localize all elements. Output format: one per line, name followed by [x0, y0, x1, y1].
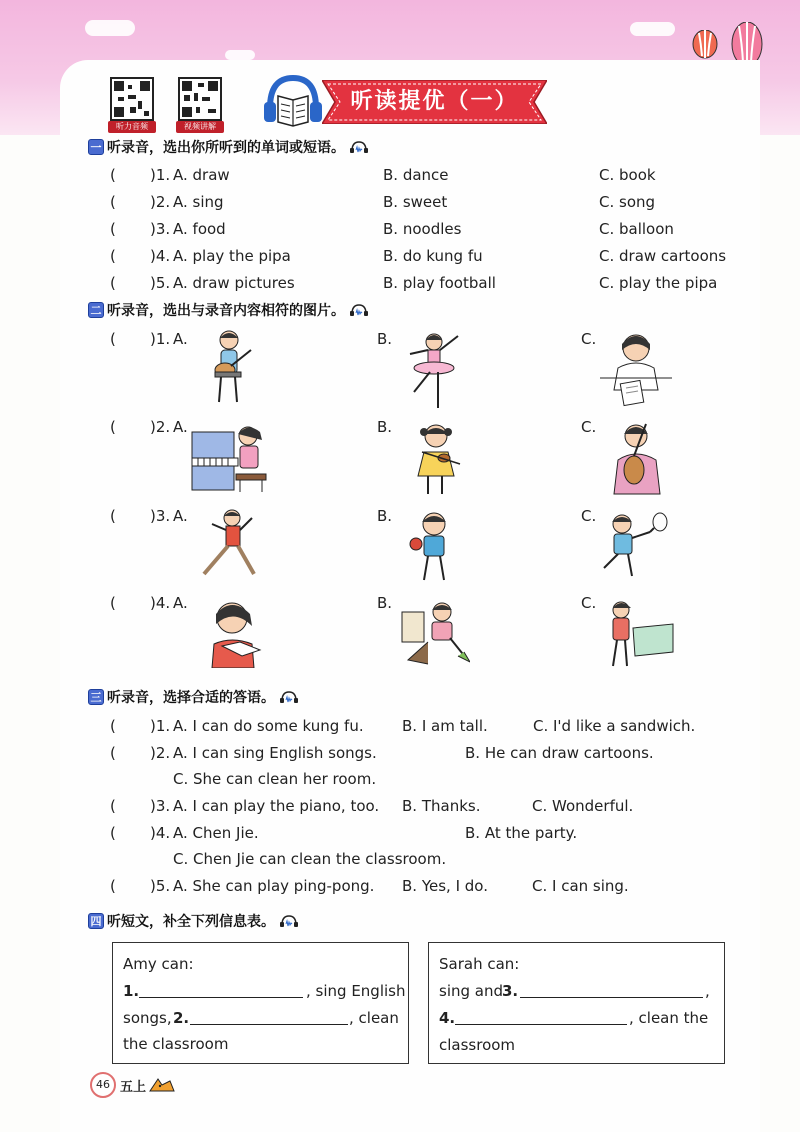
answer-paren[interactable]: ( — [110, 594, 116, 612]
section-3-title — [88, 687, 299, 707]
picture-kung-fu-boy[interactable] — [196, 508, 260, 578]
fox-mascot-icon — [148, 1075, 176, 1095]
picture-girl-sweeping[interactable] — [398, 598, 470, 668]
section-1-title — [88, 137, 369, 157]
item-number: )3. — [150, 507, 171, 525]
blank-number: 2. — [173, 1009, 190, 1027]
section-number: 四 — [88, 913, 104, 929]
item-number: )2. — [150, 744, 171, 762]
item-number: )4. — [150, 824, 171, 842]
option-b[interactable]: B. do kung fu — [383, 247, 483, 265]
headphone-icon[interactable] — [279, 914, 299, 928]
sarah-line1-head: sing and — [439, 982, 503, 1000]
option-a[interactable]: A. Chen Jie. — [173, 824, 259, 842]
option-a[interactable]: A. play the pipa — [173, 247, 291, 265]
amy-line2-tail: , clean — [349, 1009, 399, 1027]
option-c[interactable]: C. book — [599, 166, 656, 184]
answer-paren[interactable]: ( — [110, 877, 116, 895]
section-instruction: 听录音，选出与录音内容相符的图片。 — [107, 303, 345, 319]
option-a[interactable]: A. She can play ping-pong. — [173, 877, 375, 895]
option-c[interactable]: C. draw cartoons — [599, 247, 727, 265]
option-b-label[interactable]: B. — [377, 507, 393, 525]
item-number: )5. — [150, 274, 171, 292]
sarah-line3: classroom — [439, 1036, 516, 1054]
item-number: )2. — [150, 193, 171, 211]
answer-paren[interactable]: ( — [110, 418, 116, 436]
blank-number: 4. — [439, 1009, 456, 1027]
option-a[interactable]: A. I can do some kung fu. — [173, 717, 364, 735]
option-b[interactable]: B. dance — [383, 166, 449, 184]
info-box-amy — [112, 942, 409, 1064]
option-b[interactable]: B. At the party. — [465, 824, 578, 842]
answer-paren[interactable]: ( — [110, 824, 116, 842]
option-a[interactable]: A. sing — [173, 193, 224, 211]
page-footer — [90, 1072, 176, 1098]
picture-pipa-woman[interactable] — [608, 420, 666, 496]
grade-label: 五上 — [120, 1079, 147, 1095]
option-c[interactable]: C. play the pipa — [599, 274, 718, 292]
option-b-label[interactable]: B. — [377, 418, 393, 436]
option-c-label[interactable]: C. — [581, 507, 597, 525]
option-a[interactable]: A. draw pictures — [173, 274, 295, 292]
option-a[interactable]: A. food — [173, 220, 226, 238]
section-number: 三 — [88, 689, 104, 705]
option-b[interactable]: B. He can draw cartoons. — [465, 744, 654, 762]
answer-paren[interactable]: ( — [110, 166, 116, 184]
option-b[interactable]: B. play football — [383, 274, 496, 292]
section-number: 二 — [88, 302, 104, 318]
sarah-heading: Sarah can: — [439, 955, 520, 973]
option-b[interactable]: B. I am tall. — [402, 717, 488, 735]
section-instruction: 听录音，选出你所听到的单词或短语。 — [107, 140, 345, 156]
item-number: )4. — [150, 247, 171, 265]
sarah-line1-tail: , — [705, 982, 710, 1000]
section-4-title — [88, 911, 299, 931]
answer-paren[interactable]: ( — [110, 507, 116, 525]
qr-code-video[interactable] — [178, 77, 222, 121]
answer-paren[interactable]: ( — [110, 220, 116, 238]
picture-guitar-girl[interactable] — [205, 328, 255, 406]
option-c-label[interactable]: C. — [581, 594, 597, 612]
qr-code-audio[interactable] — [110, 77, 154, 121]
option-b[interactable]: B. Yes, I do. — [402, 877, 488, 895]
headphone-icon[interactable] — [349, 303, 369, 317]
picture-violin-girl[interactable] — [408, 422, 466, 496]
item-number: )1. — [150, 166, 171, 184]
answer-paren[interactable]: ( — [110, 193, 116, 211]
option-c[interactable]: C. balloon — [599, 220, 674, 238]
option-a-label[interactable]: A. — [173, 507, 188, 525]
section-2-title — [88, 300, 369, 320]
answer-paren[interactable]: ( — [110, 274, 116, 292]
blank-number: 3. — [502, 982, 519, 1000]
option-c[interactable]: C. I'd like a sandwich. — [533, 717, 696, 735]
answer-paren[interactable]: ( — [110, 330, 116, 348]
headphone-icon[interactable] — [349, 140, 369, 154]
qr-caption-audio: 听力音频 — [108, 121, 156, 133]
item-number: )3. — [150, 220, 171, 238]
item-number: )1. — [150, 330, 171, 348]
option-c[interactable]: C. She can clean her room. — [173, 770, 377, 788]
option-b[interactable]: B. Thanks. — [402, 797, 481, 815]
option-c[interactable]: C. Chen Jie can clean the classroom. — [173, 850, 447, 868]
option-a[interactable]: A. draw — [173, 166, 230, 184]
blank-2-input[interactable] — [190, 1010, 348, 1025]
amy-line3: the classroom — [123, 1035, 229, 1053]
option-b-label[interactable]: B. — [377, 594, 393, 612]
option-c-label[interactable]: C. — [581, 418, 597, 436]
blank-1-input[interactable] — [139, 983, 303, 998]
item-number: )3. — [150, 797, 171, 815]
answer-paren[interactable]: ( — [110, 744, 116, 762]
item-number: )4. — [150, 594, 171, 612]
item-number: )1. — [150, 717, 171, 735]
cloud-decoration — [630, 22, 675, 36]
picture-badminton-boy[interactable] — [598, 510, 670, 580]
option-a[interactable]: A. I can sing English songs. — [173, 744, 377, 762]
option-a-label[interactable]: A. — [173, 330, 188, 348]
info-box-sarah — [428, 942, 725, 1064]
page-title: 听读提优（一） — [350, 89, 519, 114]
answer-paren[interactable]: ( — [110, 717, 116, 735]
option-b[interactable]: B. sweet — [383, 193, 448, 211]
option-c[interactable]: C. Wonderful. — [532, 797, 634, 815]
amy-heading: Amy can: — [123, 955, 194, 973]
section-instruction: 听短文，补全下列信息表。 — [107, 914, 275, 930]
amy-line2-head: songs, — [123, 1009, 172, 1027]
item-number: )5. — [150, 877, 171, 895]
cloud-decoration — [225, 50, 255, 60]
item-number: )2. — [150, 418, 171, 436]
sarah-line2-tail: , clean the — [629, 1009, 709, 1027]
answer-paren[interactable]: ( — [110, 247, 116, 265]
section-instruction: 听录音，选择合适的答语。 — [107, 690, 275, 706]
blank-4-input[interactable] — [455, 1010, 627, 1025]
page-number: 46 — [90, 1072, 116, 1098]
title-banner — [322, 80, 547, 124]
amy-line1-tail: , sing English — [306, 982, 406, 1000]
option-a-label[interactable]: A. — [173, 418, 188, 436]
picture-girl-reading[interactable] — [204, 598, 264, 668]
option-c[interactable]: C. song — [599, 193, 656, 211]
headphone-book-icon — [262, 74, 324, 130]
picture-girl-drawing[interactable] — [598, 330, 673, 410]
blank-number: 1. — [123, 982, 140, 1000]
picture-girl-cleaning-table[interactable] — [603, 598, 675, 670]
answer-paren[interactable]: ( — [110, 797, 116, 815]
cloud-decoration — [85, 20, 135, 36]
option-b[interactable]: B. noodles — [383, 220, 462, 238]
picture-ping-pong-boy[interactable] — [408, 510, 454, 582]
option-b-label[interactable]: B. — [377, 330, 393, 348]
headphone-icon[interactable] — [279, 690, 299, 704]
picture-piano-girl[interactable] — [188, 422, 270, 496]
option-a-label[interactable]: A. — [173, 594, 188, 612]
qr-caption-video: 视频讲解 — [176, 121, 224, 133]
picture-ballet-dancer[interactable] — [400, 330, 465, 410]
option-c-label[interactable]: C. — [581, 330, 597, 348]
option-c[interactable]: C. I can sing. — [532, 877, 629, 895]
section-number: 一 — [88, 139, 104, 155]
blank-3-input[interactable] — [520, 983, 703, 998]
option-a[interactable]: A. I can play the piano, too. — [173, 797, 380, 815]
